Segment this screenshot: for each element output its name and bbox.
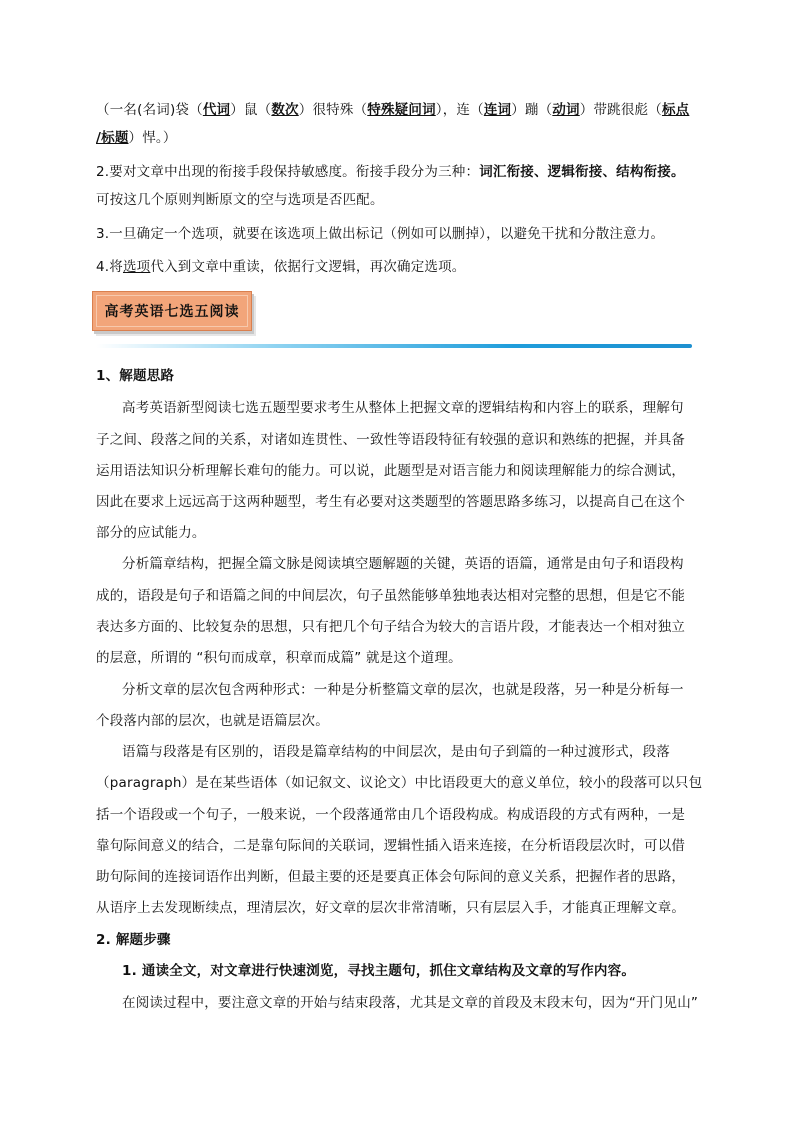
text: ）带跳很彪（ — [579, 102, 662, 118]
text: 代入到文章中重读，依据行文逻辑，再次确定选项。 — [150, 259, 466, 275]
paragraph-line: 因此在要求上远远高于这两种题型，考生有必要对这类题型的答题思路多练习，以提高自己在这个 — [96, 494, 686, 510]
step-1: 1. 通读全文，对文章进行快速浏览，寻找主题句，抓住文章结构及文章的写作内容。 — [122, 963, 636, 979]
paragraph-line: 成的，语段是句子和语篇之间的中间层次，句子虽然能够单独地表达相对完整的思想，但是它不能 — [96, 588, 686, 604]
paragraph-line: 运用语法知识分析理解长难句的能力。可以说，此题型是对语言能力和阅读理解能力的综合测试， — [96, 463, 686, 479]
section-1-heading: 1、解题思路 — [96, 368, 175, 384]
paragraph-line: 分析篇章结构，把握全篇文脉是阅读填空题解题的关键，英语的语篇，通常是由句子和语段构 — [122, 556, 684, 572]
paragraph-line: 助句际间的连接词语作出判断，但最主要的还是要真正体会句际间的意义关系，把握作者的思路， — [96, 869, 686, 885]
text: ）悍。） — [128, 130, 177, 146]
text: ），连（ — [435, 102, 484, 118]
paragraph-line: 子之间、段落之间的关系，对诸如连贯性、一致性等语段特征有较强的意识和熟练的把握，并具备 — [96, 432, 686, 448]
underlined-term: 代词 — [202, 102, 231, 118]
section-2-heading: 2. 解题步骤 — [96, 932, 171, 948]
underlined-term: 特殊疑问词 — [367, 102, 436, 118]
item-2-line-2: 可按这几个原则判断原文的空与选项是否匹配。 — [96, 192, 384, 208]
paragraph-line: 分析文章的层次包含两种形式：一种是分析整篇文章的层次，也就是段落，另一种是分析每一 — [122, 682, 684, 698]
paragraph-line: 在阅读过程中，要注意文章的开始与结束段落，尤其是文章的首段及末段末句，因为“开门见山” — [122, 995, 699, 1011]
text: 2.要对文章中出现的衔接手段保持敏感度。衔接手段分为三种： — [96, 164, 480, 180]
paragraph-line: 个段落内部的层次，也就是语篇层次。 — [96, 713, 329, 729]
paragraph-line: （paragraph）是在某些语体（如记叙文、议论文）中比语段更大的意义单位，较小的段落可以只包 — [96, 775, 703, 791]
paragraph-line: 的层意，所谓的 “积句而成章，积章而成篇” 就是这个道理。 — [96, 650, 462, 666]
underlined-term: 连词 — [483, 102, 512, 118]
paragraph-line: 部分的应试能力。 — [96, 525, 206, 541]
text: ）蹦（ — [511, 102, 553, 118]
paragraph-line: 靠句际间意义的结合，二是靠句际间的关联词，逻辑性插入语来连接，在分析语段层次时，可以借 — [96, 838, 686, 854]
section-banner — [92, 291, 252, 331]
item-4 — [96, 257, 700, 277]
item-3: 3.一旦确定一个选项，就要在该选项上做出标记（例如可以删掉），以避免干扰和分散注意力。 — [96, 226, 665, 242]
underlined-term: 数次 — [271, 102, 299, 118]
paragraph-line: 高考英语新型阅读七选五题型要求考生从整体上把握文章的逻辑结构和内容上的联系，理解句 — [122, 400, 684, 416]
bold-text: 词汇衔接、逻辑衔接、结构衔接。 — [479, 164, 685, 180]
paragraph-line: 从语序上去发现断续点，理清层次，好文章的层次非常清晰，只有层层入手，才能真正理解文章。 — [96, 900, 686, 916]
paragraph-line: 括一个语段或一个句子，一般来说，一个段落通常由几个语段构成。构成语段的方式有两种，一是 — [96, 807, 686, 823]
text: 4.将 — [96, 259, 123, 275]
top-line-2 — [96, 128, 700, 148]
paragraph-line: 表达多方面的、比较复杂的思想，只有把几个句子结合为较大的言语片段，才能表达一个相对独立 — [96, 619, 686, 635]
top-line-1 — [96, 100, 700, 120]
item-2-line-1 — [96, 162, 700, 182]
underlined-term: 选项 — [122, 259, 151, 275]
banner-label: 高考英语七选五阅读 — [104, 304, 240, 320]
text: ）鼠（ — [230, 102, 272, 118]
paragraph-line: 语篇与段落是有区别的，语段是篇章结构的中间层次，是由句子到篇的一种过渡形式，段落 — [122, 744, 670, 760]
text: （一名(名词)袋（ — [96, 102, 203, 118]
text: ）很特殊（ — [298, 102, 368, 118]
underlined-term: 标点 — [661, 102, 690, 118]
underlined-term: /标题 — [96, 130, 129, 146]
divider-line — [96, 344, 692, 348]
underlined-term: 动词 — [552, 102, 580, 118]
